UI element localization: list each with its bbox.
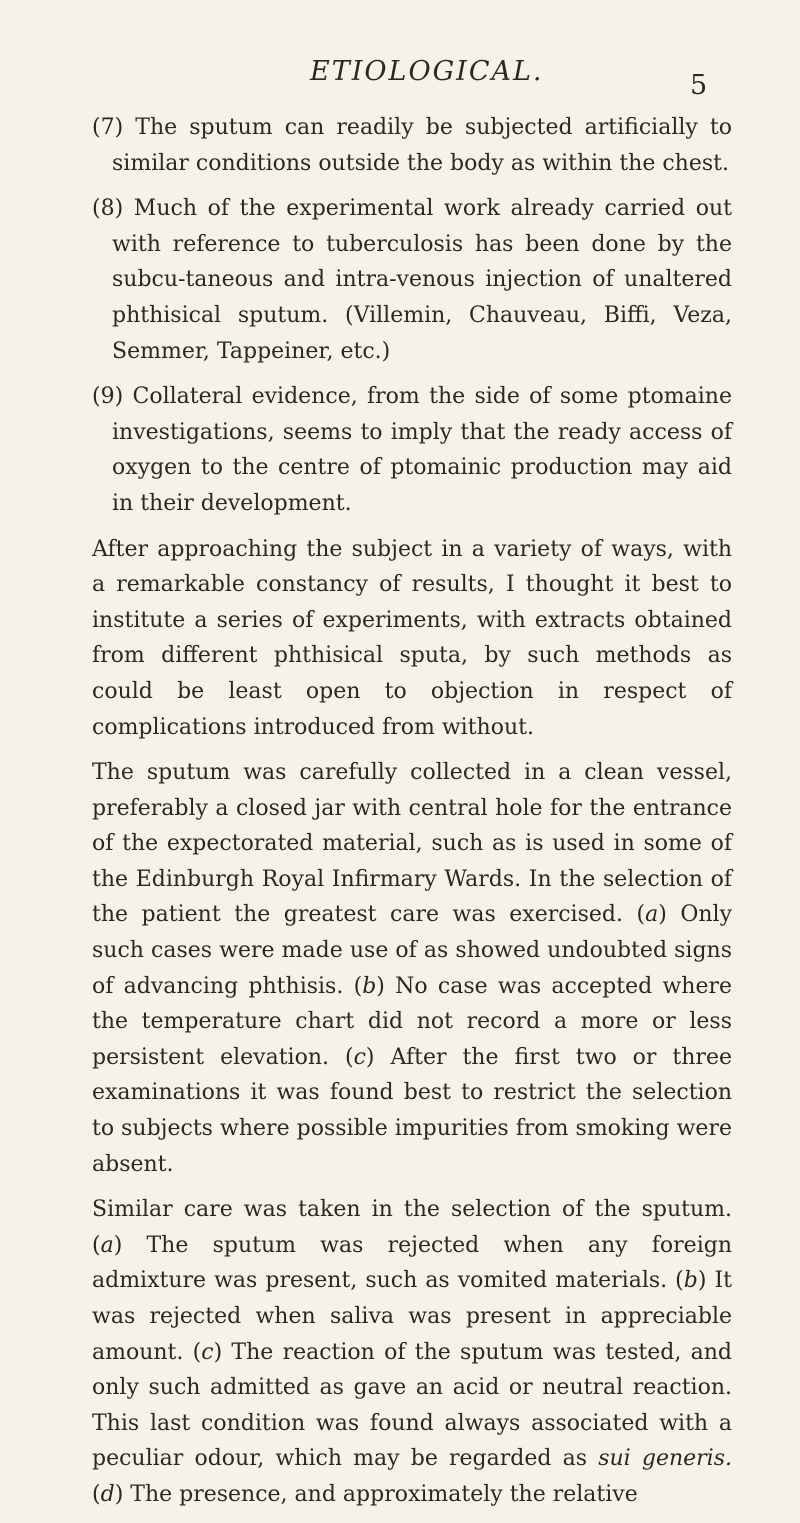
text-run: The sputum was carefully collected in a clean vessel, preferably a closed jar with central hole for the entrance of the expectorated material, such as is used in some of the Edinburgh Royal Infirmary Wards. In the selection of the patient the greatest care was exercised. (: [92, 760, 732, 928]
list-item: [92, 191, 732, 369]
paragraph: [92, 755, 732, 1182]
list-marker: a: [100, 1232, 114, 1258]
list-marker: d: [100, 1481, 115, 1507]
page-number: 5: [690, 70, 708, 101]
list-marker: c: [201, 1339, 214, 1365]
body-text: [92, 110, 732, 1523]
item-number: (8): [92, 196, 124, 222]
item-number: (9): [92, 384, 124, 410]
item-text: Collateral evidence, from the side of some ptomaine investigations, seems to imply that the ready access of oxygen to the centre of ptomainic production may aid in their development.: [112, 384, 732, 516]
paragraph: [92, 1192, 732, 1512]
list-marker: b: [362, 973, 377, 999]
running-title: ETIOLOGICAL.: [310, 56, 544, 87]
text-run: ) It was rejected when saliva was present in appreciable amount. (: [92, 1268, 733, 1365]
text-run: ) The reaction of the sputum was tested, and only such admitted as gave an acid or neutral reaction. This last condition was found always associated with a peculiar odour, which may be regarded as: [92, 1339, 732, 1472]
item-text: The sputum can readily be subjected artificially to similar conditions outside the body as within the chest.: [112, 115, 732, 176]
text-run: Similar care was taken in the selection of the sputum. (: [92, 1197, 732, 1258]
item-number: (7): [92, 115, 124, 140]
paragraph: After approaching the subject in a variety of ways, with a remarkable constancy of results, I thought it best to institute a series of experiments, with extracts obtained from different phthisical sputa, by such methods as could be least open to objection in respect of complications introduced from without.: [92, 536, 732, 740]
list-item: [92, 379, 732, 521]
list-marker: a: [645, 902, 659, 928]
page-header: [0, 56, 800, 101]
text-run: ) After the first two or three examinations it was found best to restrict the selection to subjects where possible impurities from smoking were absent.: [92, 1044, 732, 1177]
text-run: ) Only such cases were made use of as showed undoubted signs of advancing phthisis. (: [92, 902, 732, 999]
item-text: Much of the experimental work already carried out with reference to tuberculosis has been done by the subcu-taneous and intra-venous injection of unaltered phthisical sputum. (Villemin, Chauveau, Biffi, Veza, Semmer, Tappeiner, etc.): [112, 196, 732, 364]
latin-phrase: sui generis.: [598, 1446, 732, 1472]
text-run: ) No case was accepted where the temperature chart did not record a more or less persistent elevation. (: [92, 973, 732, 1070]
text-run: (: [92, 1481, 101, 1507]
text-run: ) The presence, and approximately the relative: [114, 1481, 638, 1507]
list-marker: c: [353, 1044, 366, 1070]
list-item: [92, 110, 732, 181]
list-marker: b: [683, 1268, 698, 1294]
text-run: ) The sputum was rejected when any foreign admixture was present, such as vomited materials. (: [92, 1232, 732, 1294]
